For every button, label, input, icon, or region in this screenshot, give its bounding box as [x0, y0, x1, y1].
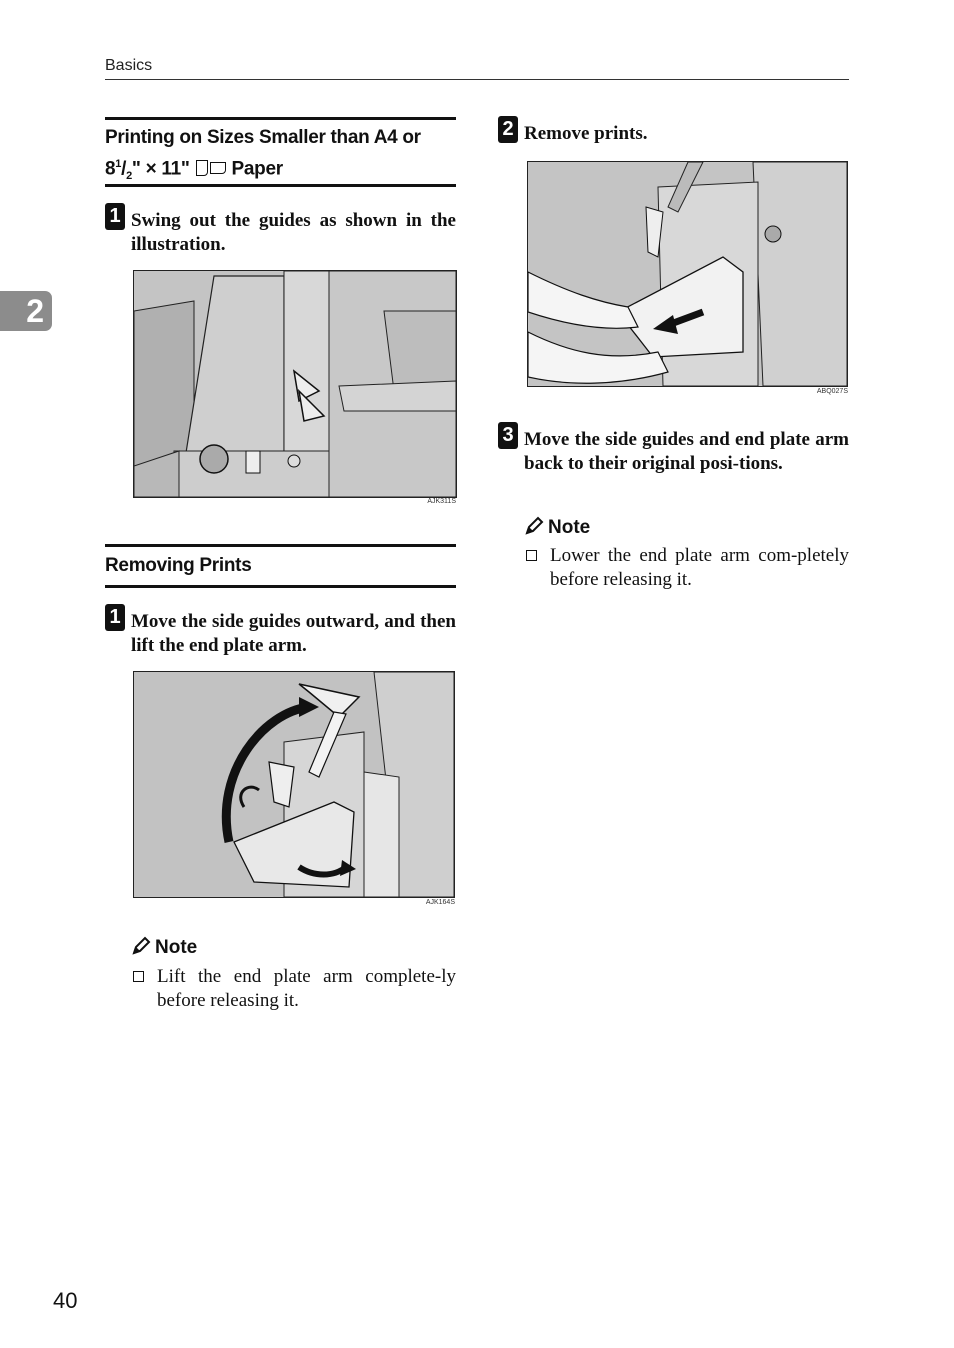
step-text: Move the side guides outward, and then lift the end plate arm. [131, 611, 456, 656]
note-text: Lift the end plate arm complete-ly before releasing it. [157, 966, 456, 1011]
title-paper: Paper [231, 158, 283, 180]
figure-remove-prints [527, 161, 848, 387]
section-rule-top [105, 117, 456, 120]
figure-code: AJK311S [427, 498, 456, 505]
title-sub: 2 [126, 170, 132, 183]
section-title-line1: Printing on Sizes Smaller than A4 or [105, 127, 421, 148]
step-text: Swing out the guides as shown in the illustration. [131, 210, 456, 255]
figure-lift-arm [133, 671, 455, 898]
section-rule-bottom [105, 184, 456, 187]
step-number: 2 [498, 116, 518, 143]
note-heading [131, 936, 197, 959]
checkbox-icon [133, 971, 144, 982]
title-sup: 1 [115, 158, 122, 170]
running-header: Basics [105, 57, 153, 74]
note-heading-text: Note [155, 937, 198, 958]
pencil-icon [131, 936, 151, 956]
figure-code: AJK164S [425, 899, 455, 906]
checkbox-icon [526, 550, 537, 561]
step-number: 1 [105, 203, 125, 230]
title-dimension: " × 11" [131, 158, 190, 180]
note-heading [524, 516, 590, 539]
title-slash: / [121, 158, 127, 180]
figure-code: ABQ027S [816, 388, 848, 395]
step-text: Remove prints. [524, 123, 648, 144]
figure-guides-swing [133, 270, 457, 498]
step-number: 3 [498, 422, 518, 449]
paper-landscape-icon [210, 162, 226, 174]
title-eight: 8 [105, 158, 116, 180]
section-title-removing: Removing Prints [105, 555, 252, 576]
page-number: 40 [53, 1288, 78, 1313]
header-rule [105, 79, 849, 80]
section-rule-bottom [105, 585, 456, 588]
step-number: 1 [105, 604, 125, 631]
note-heading-text: Note [548, 517, 591, 538]
section-title-sizes [105, 125, 456, 189]
chapter-tab: 2 [0, 291, 52, 331]
step-text: Move the side guides and end plate arm back to their original posi-tions. [524, 429, 849, 474]
note-text: Lower the end plate arm com-pletely before releasing it. [550, 545, 849, 590]
pencil-icon [524, 516, 544, 536]
paper-portrait-icon [196, 160, 208, 176]
section-rule-top [105, 544, 456, 547]
